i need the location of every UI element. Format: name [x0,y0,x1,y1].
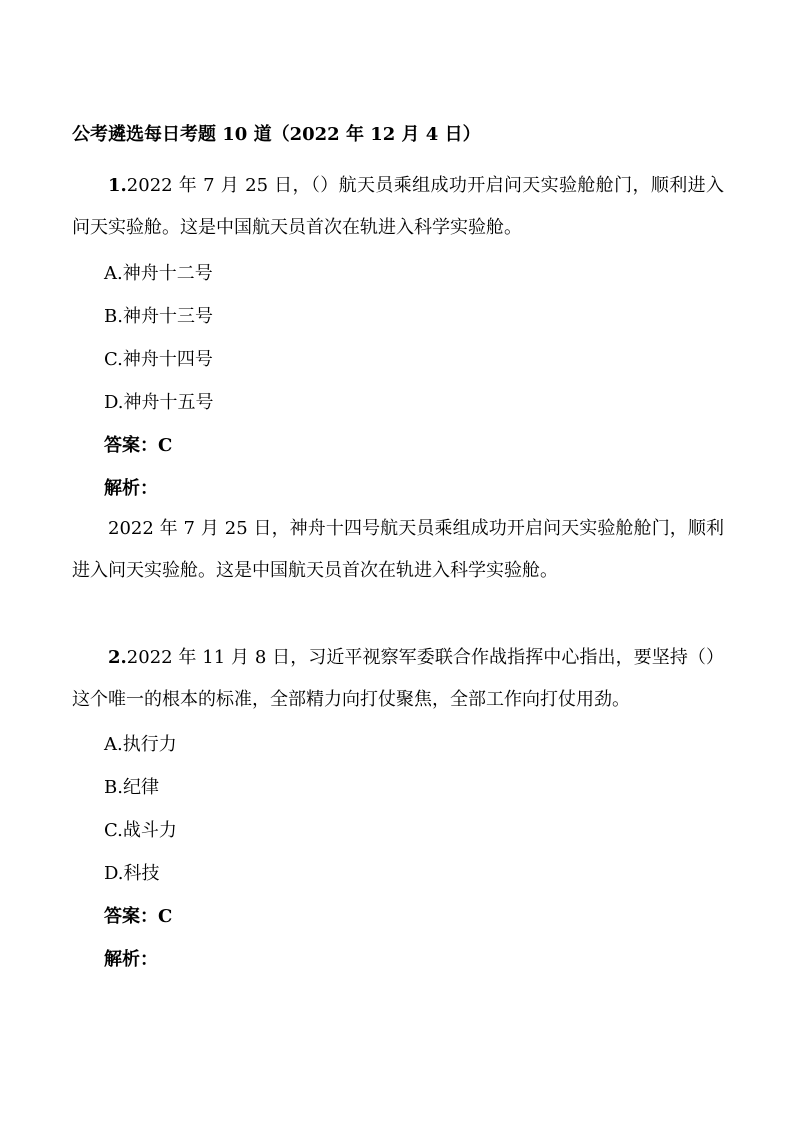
question-2-analysis-label: 解析： [104,949,158,970]
question-1-answer [104,434,172,458]
question-2-text: 2022 年 11 月 8 日，习近平视察军委联合作战指挥中心指出，要坚持（）这个唯一的根本的标准，全部精力向打仗聚焦，全部工作向打仗用劲。 [72,647,724,710]
question-1-answer-value: C [158,435,173,456]
question-2-answer-label: 答案： [104,906,158,927]
question-1-analysis-label: 解析： [104,478,158,499]
question-1-text: 2022 年 7 月 25 日，（）航天员乘组成功开启问天实验舱舱门，顺利进入问天实验舱。这是中国航天员首次在轨进入科学实验舱。 [72,175,724,238]
question-2-option-c: C.战斗力 [104,820,177,841]
question-1-answer-label: 答案： [104,435,158,456]
question-1-option-c: C.神舟十四号 [104,349,213,370]
question-2-number: 2. [108,647,127,668]
question-1-stem [72,165,724,249]
question-1-option-b: B.神舟十三号 [104,306,213,327]
question-2-answer [104,905,172,929]
question-2-stem [72,637,724,721]
question-2-option-a: A.执行力 [104,734,177,755]
question-1-option-a: A.神舟十二号 [104,263,213,284]
question-2-option-b: B.纪律 [104,777,159,798]
question-2-option-d: D.科技 [104,863,160,884]
question-1-analysis: 2022 年 7 月 25 日，神舟十四号航天员乘组成功开启问天实验舱舱门，顺利进入问天实验舱。这是中国航天员首次在轨进入科学实验舱。 [72,518,724,581]
question-2-answer-value: C [158,906,173,927]
document-title: 公考遴选每日考题 10 道（2022 年 12 月 4 日） [72,124,481,145]
question-1-number: 1. [108,175,127,196]
question-1-option-d: D.神舟十五号 [104,392,214,413]
